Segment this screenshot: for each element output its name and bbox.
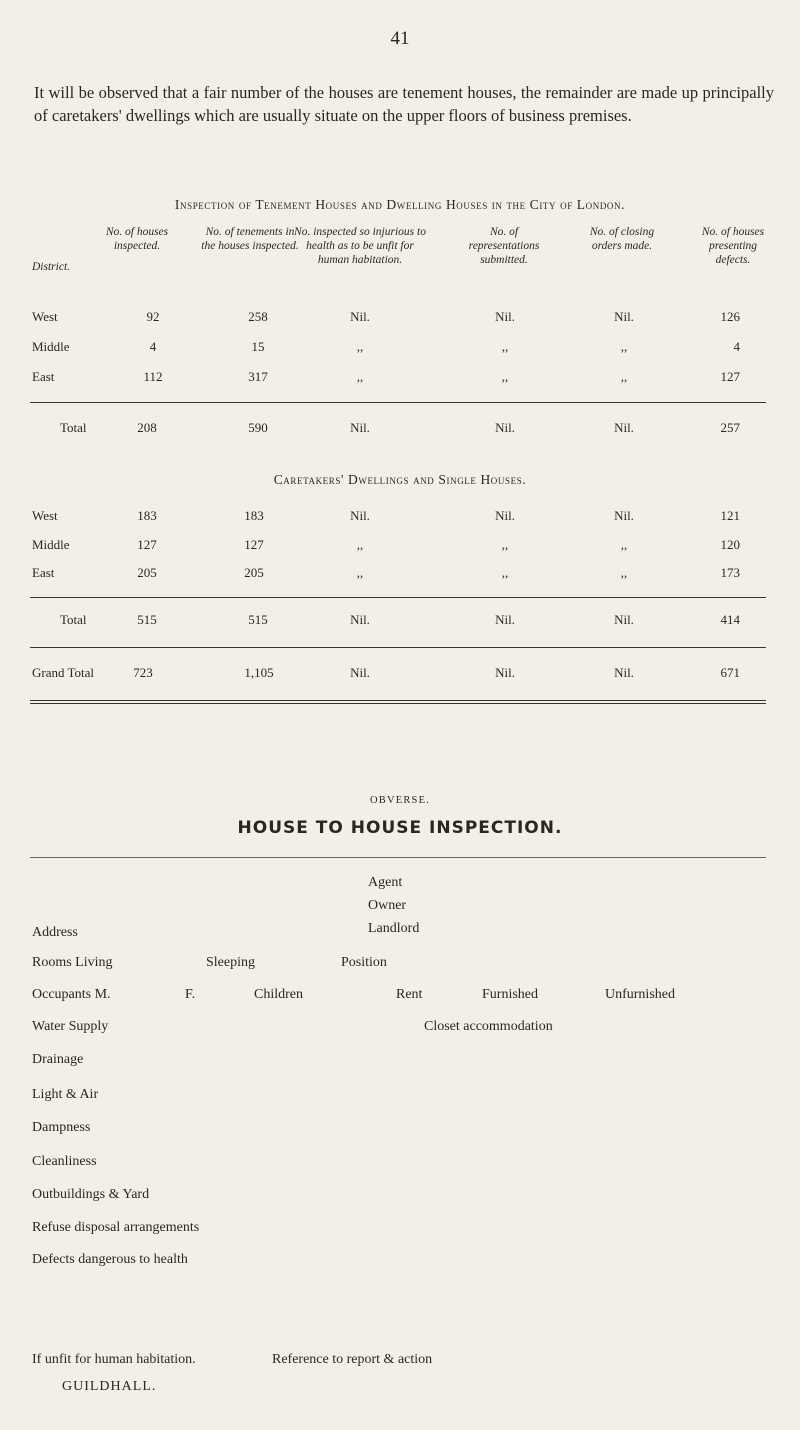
- table-cell: Nil.: [495, 508, 515, 523]
- table-cell: Middle: [32, 537, 70, 552]
- table-cell: Nil.: [350, 665, 370, 680]
- table-cell: 205: [137, 565, 157, 580]
- section-title: Caretakers' Dwellings and Single Houses.: [273, 472, 527, 487]
- table-title: Inspection of Tenement Houses and Dwelling Houses in the City of London.: [174, 197, 626, 212]
- table-cell: Nil.: [350, 508, 370, 523]
- table-rule: [30, 597, 766, 598]
- form-label-rent: Rent: [396, 987, 423, 1002]
- table-cell: Nil.: [614, 612, 634, 627]
- col-header-defects: No. of houses presenting defects.: [701, 226, 765, 266]
- table-cell: ,,: [620, 339, 628, 354]
- table-rule: [30, 402, 766, 403]
- form-label-f: F.: [185, 987, 196, 1002]
- intro-paragraph: It will be observed that a fair number of the houses are tenement houses, the remainder are made up principally of caretakers' dwellings which are usually situate on the upper floors of business premises.: [34, 83, 774, 125]
- form-label-outbuildings: Outbuildings & Yard: [32, 1187, 150, 1202]
- table-cell: 723: [133, 665, 153, 680]
- table-cell: 515: [248, 612, 268, 627]
- form-label-unfurnished: Unfurnished: [605, 987, 675, 1002]
- table-cell: ,,: [356, 537, 364, 552]
- col-header-tenements: No. of tenements in the houses inspected.: [201, 226, 299, 252]
- table-cell: 127: [720, 369, 740, 384]
- table-cell: 92: [146, 309, 160, 324]
- table-rule: [30, 700, 766, 701]
- table-cell: ,,: [501, 339, 509, 354]
- table-cell: 258: [248, 309, 268, 324]
- form-label-sleeping: Sleeping: [206, 955, 255, 970]
- form-label-light-air: Light & Air: [32, 1087, 99, 1102]
- table-cell: East: [32, 369, 55, 384]
- table-cell: ,,: [501, 565, 509, 580]
- table-cell: 317: [248, 369, 268, 384]
- form-label-rooms-living: Rooms Living: [32, 955, 113, 970]
- table-cell: 590: [248, 420, 268, 435]
- form-label-water-supply: Water Supply: [32, 1019, 109, 1034]
- table-cell: 112: [143, 369, 163, 384]
- form-label-cleanliness: Cleanliness: [32, 1154, 97, 1169]
- table-cell: 120: [720, 537, 740, 552]
- table-cell: 173: [720, 565, 740, 580]
- footer-guildhall: GUILDHALL.: [62, 1379, 157, 1394]
- form-label-agent: Agent: [368, 875, 403, 890]
- form-label-drainage: Drainage: [32, 1052, 84, 1067]
- table-cell: East: [32, 565, 55, 580]
- table-rule: [30, 647, 766, 648]
- table-cell: 121: [720, 508, 740, 523]
- table-cell: ,,: [501, 537, 509, 552]
- col-header-district: District.: [32, 261, 71, 273]
- table-cell: 208: [137, 420, 157, 435]
- table-cell: ,,: [620, 537, 628, 552]
- form-rule: [30, 857, 766, 858]
- table-cell: 257: [720, 420, 740, 435]
- form-label-defects: Defects dangerous to health: [32, 1252, 188, 1267]
- table-cell: Middle: [32, 339, 70, 354]
- col-header-closing-orders: No. of closing orders made.: [589, 226, 655, 252]
- obverse-label: OBVERSE.: [369, 795, 431, 806]
- table-cell: Total: [60, 612, 87, 627]
- table-cell: 1,105: [244, 665, 274, 680]
- table-cell: 205: [244, 565, 264, 580]
- form-label-furnished: Furnished: [482, 987, 538, 1002]
- table-cell: Total: [60, 420, 87, 435]
- table-cell: Nil.: [495, 612, 515, 627]
- table-rule: [30, 703, 766, 704]
- form-label-dampness: Dampness: [32, 1120, 91, 1135]
- table-cell: Nil.: [614, 420, 634, 435]
- col-header-unfit: No. inspected so injurious to health as to be unfit for human habitation.: [294, 226, 426, 266]
- footer-unfit: If unfit for human habitation.: [32, 1352, 196, 1367]
- table-cell: ,,: [620, 369, 628, 384]
- form-label-children: Children: [254, 987, 303, 1002]
- col-header-houses-inspected: No. of houses inspected.: [105, 226, 169, 252]
- col-header-representations: No. of representations submitted.: [468, 226, 540, 266]
- table-cell: Nil.: [495, 309, 515, 324]
- table-cell: ,,: [356, 339, 364, 354]
- table-cell: ,,: [620, 565, 628, 580]
- form-label-refuse: Refuse disposal arrangements: [32, 1220, 200, 1235]
- form-label-owner: Owner: [368, 898, 407, 913]
- table-cell: Nil.: [350, 420, 370, 435]
- table-cell: 126: [720, 309, 740, 324]
- table-cell: 414: [720, 612, 740, 627]
- table-cell: Nil.: [350, 612, 370, 627]
- table-cell: 515: [137, 612, 157, 627]
- table-cell: Nil.: [495, 420, 515, 435]
- form-label-address: Address: [32, 925, 78, 940]
- table-cell: 127: [244, 537, 264, 552]
- footer-reference: Reference to report & action: [272, 1352, 433, 1367]
- table-cell: West: [32, 508, 58, 523]
- form-label-position: Position: [341, 955, 387, 970]
- table-cell: 183: [244, 508, 264, 523]
- table-cell: ,,: [356, 369, 364, 384]
- table-cell: West: [32, 309, 58, 324]
- table-cell: Grand Total: [32, 665, 95, 680]
- table-cell: 15: [251, 339, 265, 354]
- table-cell: Nil.: [350, 309, 370, 324]
- form-title: HOUSE TO HOUSE INSPECTION.: [237, 818, 563, 838]
- table-cell: 4: [149, 339, 157, 354]
- table-cell: ,,: [356, 565, 364, 580]
- page-number: 41: [390, 28, 410, 49]
- table-cell: 127: [137, 537, 157, 552]
- table-cell: Nil.: [614, 309, 634, 324]
- form-label-landlord: Landlord: [368, 921, 420, 936]
- table-cell: ,,: [501, 369, 509, 384]
- table-cell: Nil.: [614, 508, 634, 523]
- table-cell: 671: [720, 665, 740, 680]
- table-cell: Nil.: [614, 665, 634, 680]
- form-label-closet: Closet accommodation: [424, 1019, 553, 1034]
- table-cell: Nil.: [495, 665, 515, 680]
- table-cell: 4: [733, 339, 740, 354]
- form-label-occupants-m: Occupants M.: [32, 987, 111, 1002]
- table-cell: 183: [137, 508, 157, 523]
